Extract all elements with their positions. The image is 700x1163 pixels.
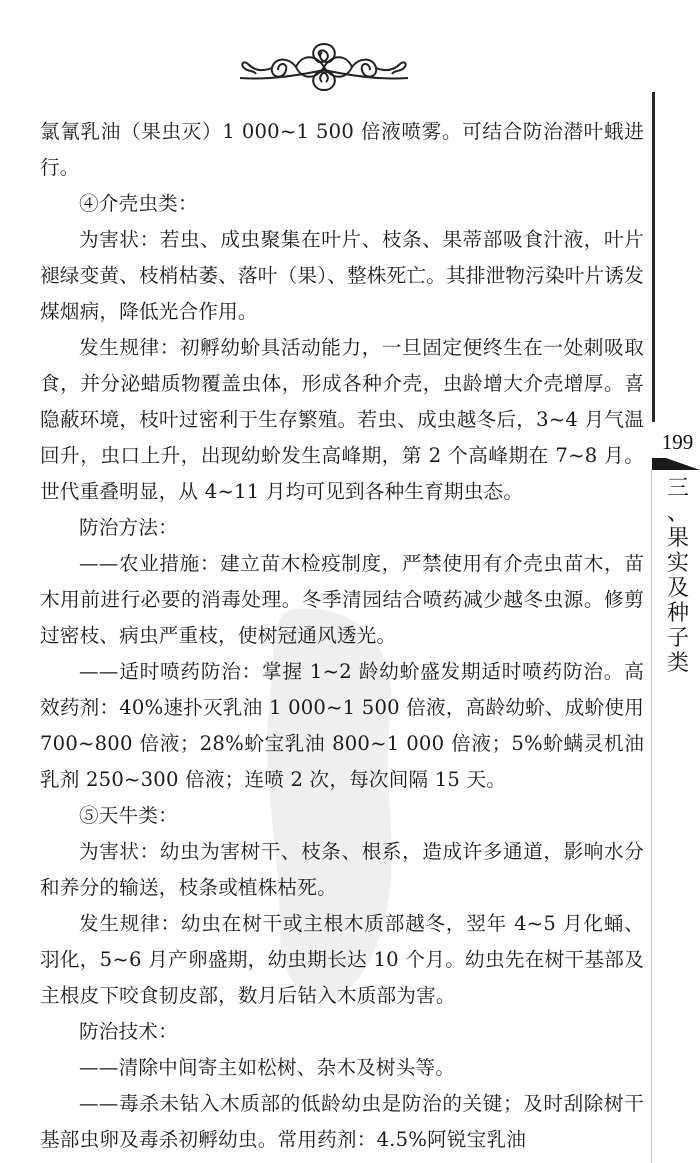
section-tab-char: 类 xyxy=(666,651,689,676)
heading-control-methods: 防治方法： xyxy=(79,516,178,539)
heading-longhorn-beetles: ⑤天牛类： xyxy=(79,804,178,827)
section-tab-char: 三 xyxy=(666,476,689,501)
tab-wedge-icon xyxy=(652,458,700,470)
paragraph-agricultural-measures: ——农业措施：建立苗木检疫制度，严禁使用有介壳虫苗木，苗木用前进行必要的消毒处理。冬季清园结合喷药减少越冬虫源。修剪过密枝、病虫严重枝，使树冠通风透光。 xyxy=(40,552,644,647)
heading-control-techniques: 防治技术： xyxy=(79,1020,178,1043)
page-number: 199 xyxy=(661,430,694,454)
body-text xyxy=(40,114,644,1158)
header-ornament-icon xyxy=(236,40,412,94)
paragraph-continuation: 氯氰乳油（果虫灭）1 000~1 500 倍液喷雾。可结合防治潜叶蛾进行。 xyxy=(40,120,644,179)
paragraph-pattern-scale: 发生规律：初孵幼蚧具活动能力，一旦固定便终生在一处刺吸取食，并分泌蜡质物覆盖虫体，形成各种介壳，虫龄增大介壳增厚。喜隐蔽环境，枝叶过密利于生存繁殖。若虫、成虫越冬后，3~4 月气温回升，虫口上升，出现幼蚧发生高峰期，第 2 个高峰期在 7~8 月。世代重叠明显，从 4~11 月均可见到各种生育期虫态。 xyxy=(40,336,644,503)
section-tab-char: 种 xyxy=(666,601,689,626)
section-tab-char: 果 xyxy=(666,526,689,551)
section-tab-char: 子 xyxy=(666,626,689,651)
margin-rule-lower xyxy=(651,470,652,1163)
paragraph-remove-hosts: ——清除中间寄主如松树、杂木及树头等。 xyxy=(79,1056,456,1079)
section-tab-char: 及 xyxy=(666,576,689,601)
paragraph-damage-scale: 为害状：若虫、成虫聚集在叶片、枝条、果蒂部吸食汁液，叶片褪绿变黄、枝梢枯萎、落叶（果）、整株死亡。其排泄物污染叶片诱发煤烟病，降低光合作用。 xyxy=(40,228,644,323)
paragraph-pattern-beetle: 发生规律：幼虫在树干或主根木质部越冬，翌年 4~5 月化蛹、羽化，5~6 月产卵盛期，幼虫期长达 10 个月。幼虫先在树干基部及主根皮下咬食韧皮部，数月后钻入木质部为害。 xyxy=(40,912,644,1007)
section-tab-char: 实 xyxy=(666,551,689,576)
paragraph-damage-beetle: 为害状：幼虫为害树干、枝条、根系，造成许多通道，影响水分和养分的输送，枝条或植株枯死。 xyxy=(40,840,644,899)
paragraph-timely-spraying: ——适时喷药防治：掌握 1~2 龄幼蚧盛发期适时喷药防治。高效药剂：40%速扑灭乳油 1 000~1 500 倍液，高龄幼蚧、成蚧使用 700~800 倍液；28%蚧宝乳油 800~1 000 倍液；5%蚧螨灵机油乳剂 250~300 倍液；连喷 2 次，每次间隔 15 天。 xyxy=(40,660,644,791)
section-tab xyxy=(664,476,692,676)
margin-rule-upper xyxy=(652,92,655,422)
section-tab-char: 、 xyxy=(666,501,689,526)
paragraph-kill-larvae: ——毒杀未钻入木质部的低龄幼虫是防治的关键；及时刮除树干基部虫卵及毒杀初孵幼虫。常用药剂：4.5%阿锐宝乳油 xyxy=(40,1092,644,1151)
heading-scale-insects: ④介壳虫类： xyxy=(79,192,198,215)
